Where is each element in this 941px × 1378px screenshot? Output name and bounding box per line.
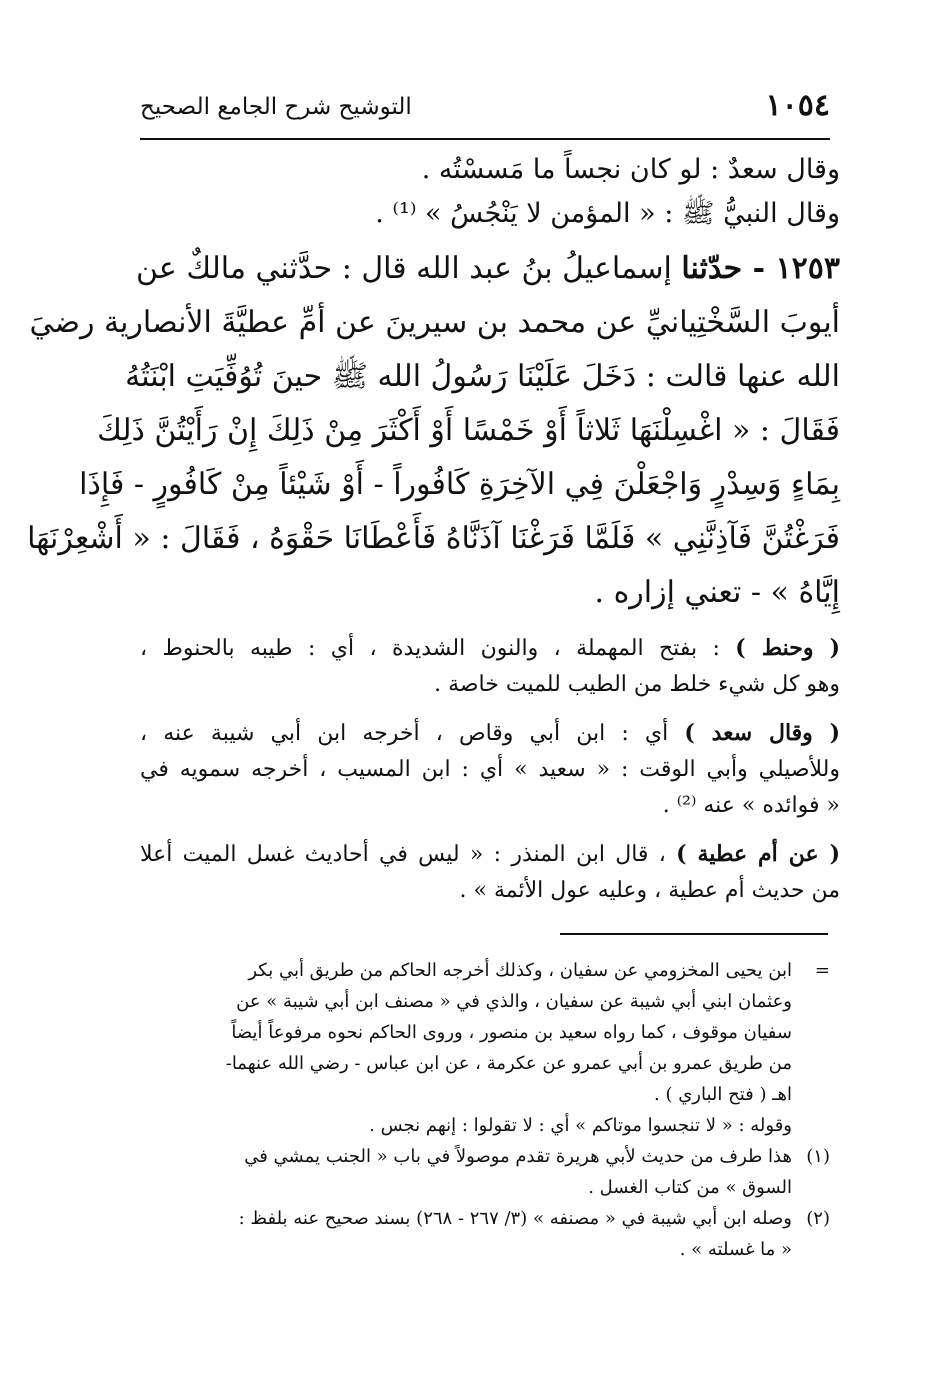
note-line: « فوائده » عنه ⁽²⁾ .: [662, 793, 840, 818]
footnote-line: اهـ ( فتح الباري ) .: [654, 1084, 792, 1105]
hadith-line: الله عنها قالت : دَخَلَ عَلَيْنَا رَسُولُ الله ﷺ حينَ تُوُفِّيَتِ ابْنَتُهُ: [125, 359, 840, 394]
footnote-line: (٢)وصله ابن أبي شيبة في « مصنفه » (٣/ ٢٦٧ - ٢٦٨) بسند صحيح عنه بلفظ :: [140, 1203, 830, 1234]
footnote-line: وعثمان ابني أبي شيبة عن سفيان ، والذي في « مصنف ابن أبي شيبة » عن: [236, 991, 792, 1012]
footnote-rule: [560, 933, 828, 935]
note-line: ( وقال سعد ) أي : ابن أبي وقاص ، أخرجه ابن أبي شيبة عنه ،: [140, 720, 841, 746]
note-line: وللأصيلي وأبي الوقت : « سعيد » أي : ابن المسيب ، أخرجه سمويه في: [140, 757, 840, 782]
note-line: وهو كل شيء خلط من الطيب للميت خاصة .: [434, 672, 840, 697]
commentary-note: [140, 715, 840, 824]
hadith-line: أيوبَ السَّخْتِيانيِّ عن محمد بن سيرينَ عن أمِّ عطيَّةَ الأنصارية رضيَ: [29, 305, 840, 340]
footnote-line: =ابن يحيى المخزومي عن سفيان ، وكذلك أخرجه الحاكم من طريق أبي بكر: [140, 955, 830, 986]
main-text: [27, 148, 841, 909]
text-line: وقال سعدٌ : لو كان نجساً ما مَسسْتُه .: [421, 154, 840, 185]
note-term: ( وحنط ): [735, 635, 840, 661]
hadith-line: فَرَغْتُنَّ فَآذِنَّنِي » فَلَمَّا فَرَغْنَا آذَنَّاهُ فَأَعْطَانَا حَقْوَهُ ، فَقَالَ : « أَشْعِرْنَهَا: [27, 521, 840, 556]
hadith-line: إِيَّاهُ » - تعني إزاره .: [594, 575, 840, 610]
footnote-line: سفيان موقوف ، كما رواه سعيد بن منصور ، وروى الحاكم نحوه مرفوعاً أيضاً: [231, 1022, 792, 1043]
hadith-line: بِمَاءٍ وَسِدْرٍ وَاجْعَلْنَ فِي الآخِرَةِ كَافُوراً - أَوْ شَيْئاً مِنْ كَافُورٍ - فَإِذَا: [79, 467, 840, 502]
hadith-line: [136, 242, 840, 296]
note-term: ( وقال سعد ): [684, 720, 841, 746]
page-header: [140, 82, 830, 136]
header-rule: [140, 138, 830, 140]
text-line: وقال النبيُّ ﷺ : « المؤمن لا يَنْجُسُ » ⁽¹⁾ .: [375, 198, 840, 229]
hadith-block: [27, 242, 840, 620]
commentary: [140, 630, 840, 909]
footnote-line: السوق » من كتاب الغسل .: [588, 1177, 792, 1198]
hadith-line: فَقَالَ : « اغْسِلْنَهَا ثَلاثاً أَوْ خَمْسًا أَوْ أَكْثَرَ مِنْ ذَلِكَ إِنْ رَأَيْتُنَّ ذَلِكَ: [97, 413, 840, 448]
note-line: ( عن أم عطية ) ، قال ابن المنذر : « ليس في أحاديث غسل الميت أعلا: [140, 841, 840, 867]
hadith-number: ١٢٥٣ - حدّثنا: [681, 251, 840, 286]
footnote-mark: (١): [806, 1146, 830, 1167]
hadith-text: إسماعيلُ بنُ عبد الله قال : حدَّثني مالكٌ عن: [136, 251, 672, 286]
footnote-mark: (٢): [806, 1208, 830, 1229]
footnote-line: « ما غسلته » .: [679, 1239, 792, 1260]
commentary-note: [140, 630, 840, 703]
note-line: ( وحنط ) : بفتح المهملة ، والنون الشديدة ، أي : طيبه بالحنوط ،: [140, 635, 840, 661]
footnote-line: من طريق عمرو بن أبي عمرو عن عكرمة ، عن ابن عباس - رضي الله عنهما-: [225, 1053, 792, 1074]
footnote-line: وقوله : « لا تنجسوا موتاكم » أي : لا تقولوا : إنهم نجس .: [369, 1115, 792, 1136]
commentary-note: [140, 836, 840, 909]
page-number: ١٠٥٤: [765, 88, 830, 123]
note-line: من حديث أم عطية ، وعليه عول الأئمة » .: [459, 878, 840, 903]
footnote-line: (١)هذا طرف من حديث لأبي هريرة تقدم موصولاً في باب « الجنب يمشي في: [140, 1141, 830, 1172]
running-title: التوشيح شرح الجامع الصحيح: [140, 94, 412, 120]
continuation-mark: =: [814, 960, 830, 981]
footnotes: [140, 955, 830, 1265]
note-term: ( عن أم عطية ): [676, 841, 840, 867]
